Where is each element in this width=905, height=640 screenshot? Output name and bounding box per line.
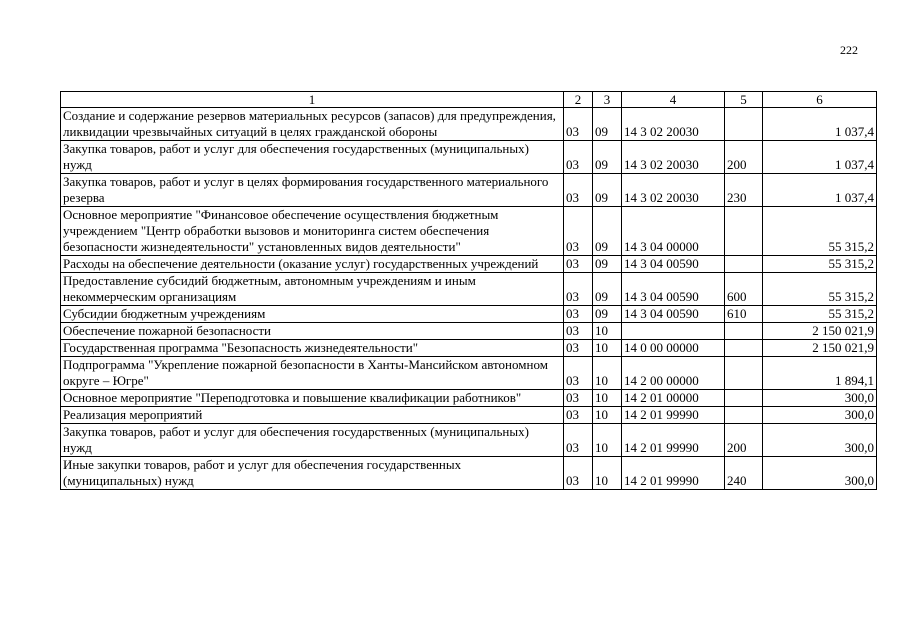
row-expense-type-cell: [725, 108, 763, 141]
row-name-cell: Субсидии бюджетным учреждениям: [61, 306, 564, 323]
row-subsection-cell: 10: [593, 340, 622, 357]
row-name-cell: Основное мероприятие "Переподготовка и повышение квалификации работников": [61, 390, 564, 407]
table-row: [61, 256, 877, 273]
row-target-article-cell: 14 3 02 20030: [622, 174, 725, 207]
table-row: [61, 390, 877, 407]
row-subsection-cell: 10: [593, 390, 622, 407]
row-subsection-cell: 09: [593, 273, 622, 306]
row-amount-cell: 55 315,2: [763, 207, 877, 256]
row-target-article-cell: 14 3 02 20030: [622, 141, 725, 174]
row-name-cell: Закупка товаров, работ и услуг для обеспечения государственных (муниципальных) нужд: [61, 141, 564, 174]
row-amount-cell: 55 315,2: [763, 256, 877, 273]
table-row: [61, 407, 877, 424]
row-name-cell: Закупка товаров, работ и услуг для обеспечения государственных (муниципальных) нужд: [61, 424, 564, 457]
row-section-cell: 03: [564, 424, 593, 457]
row-expense-type-cell: [725, 340, 763, 357]
row-target-article-cell: 14 2 01 00000: [622, 390, 725, 407]
row-expense-type-cell: 200: [725, 141, 763, 174]
row-section-cell: 03: [564, 457, 593, 490]
row-expense-type-cell: 610: [725, 306, 763, 323]
row-target-article-cell: [622, 323, 725, 340]
row-expense-type-cell: [725, 207, 763, 256]
row-amount-cell: 1 037,4: [763, 141, 877, 174]
column-header: 5: [725, 92, 763, 108]
page-number: 222: [840, 43, 858, 57]
row-amount-cell: 2 150 021,9: [763, 340, 877, 357]
row-subsection-cell: 09: [593, 306, 622, 323]
row-name-cell: Иные закупки товаров, работ и услуг для обеспечения государственных (муниципальных) нужд: [61, 457, 564, 490]
row-subsection-cell: 09: [593, 207, 622, 256]
row-target-article-cell: 14 2 00 00000: [622, 357, 725, 390]
row-subsection-cell: 09: [593, 108, 622, 141]
row-section-cell: 03: [564, 207, 593, 256]
row-name-cell: Закупка товаров, работ и услуг в целях формирования государственного материального резерва: [61, 174, 564, 207]
row-name-cell: Создание и содержание резервов материальных ресурсов (запасов) для предупреждения, ликвидации чрезвычайных ситуаций в целях гражданской обороны: [61, 108, 564, 141]
table-row: [61, 207, 877, 256]
column-header: 1: [61, 92, 564, 108]
table-row: [61, 174, 877, 207]
row-amount-cell: 55 315,2: [763, 306, 877, 323]
row-subsection-cell: 09: [593, 141, 622, 174]
table-row: [61, 108, 877, 141]
row-amount-cell: 300,0: [763, 390, 877, 407]
row-section-cell: 03: [564, 174, 593, 207]
row-subsection-cell: 10: [593, 457, 622, 490]
row-target-article-cell: 14 0 00 00000: [622, 340, 725, 357]
row-amount-cell: 1 894,1: [763, 357, 877, 390]
row-section-cell: 03: [564, 141, 593, 174]
row-section-cell: 03: [564, 357, 593, 390]
column-header: 4: [622, 92, 725, 108]
table-row: [61, 273, 877, 306]
row-name-cell: Основное мероприятие "Финансовое обеспечение осуществления бюджетным учреждением "Центр обработки вызовов и мониторинга систем обеспечения безопасности жизнедеятельности" установленных видов деятельности": [61, 207, 564, 256]
column-header: 6: [763, 92, 877, 108]
row-section-cell: 03: [564, 108, 593, 141]
row-amount-cell: 300,0: [763, 457, 877, 490]
row-section-cell: 03: [564, 306, 593, 323]
row-target-article-cell: 14 3 04 00000: [622, 207, 725, 256]
row-name-cell: Государственная программа "Безопасность жизнедеятельности": [61, 340, 564, 357]
table-row: [61, 141, 877, 174]
table-header-row: [61, 92, 877, 108]
row-name-cell: Обеспечение пожарной безопасности: [61, 323, 564, 340]
row-amount-cell: 300,0: [763, 407, 877, 424]
row-subsection-cell: 10: [593, 424, 622, 457]
table-row: [61, 357, 877, 390]
column-header: 2: [564, 92, 593, 108]
row-target-article-cell: 14 2 01 99990: [622, 457, 725, 490]
row-expense-type-cell: 240: [725, 457, 763, 490]
row-section-cell: 03: [564, 407, 593, 424]
table-row: [61, 424, 877, 457]
row-target-article-cell: 14 3 04 00590: [622, 256, 725, 273]
row-section-cell: 03: [564, 323, 593, 340]
row-subsection-cell: 09: [593, 174, 622, 207]
row-subsection-cell: 10: [593, 357, 622, 390]
table-row: [61, 457, 877, 490]
row-amount-cell: 55 315,2: [763, 273, 877, 306]
row-section-cell: 03: [564, 256, 593, 273]
row-name-cell: Подпрограмма "Укрепление пожарной безопасности в Ханты-Мансийском автономном округе – Югре": [61, 357, 564, 390]
row-name-cell: Предоставление субсидий бюджетным, автономным учреждениям и иным некоммерческим организациям: [61, 273, 564, 306]
row-subsection-cell: 09: [593, 256, 622, 273]
table-row: [61, 340, 877, 357]
column-header: 3: [593, 92, 622, 108]
row-section-cell: 03: [564, 273, 593, 306]
row-name-cell: Реализация мероприятий: [61, 407, 564, 424]
table-row: [61, 306, 877, 323]
row-target-article-cell: 14 2 01 99990: [622, 407, 725, 424]
row-target-article-cell: 14 3 02 20030: [622, 108, 725, 141]
budget-table: [60, 91, 877, 490]
row-name-cell: Расходы на обеспечение деятельности (оказание услуг) государственных учреждений: [61, 256, 564, 273]
row-expense-type-cell: [725, 357, 763, 390]
row-expense-type-cell: [725, 407, 763, 424]
row-target-article-cell: 14 3 04 00590: [622, 306, 725, 323]
row-section-cell: 03: [564, 340, 593, 357]
row-target-article-cell: 14 2 01 99990: [622, 424, 725, 457]
row-amount-cell: 300,0: [763, 424, 877, 457]
row-expense-type-cell: 600: [725, 273, 763, 306]
table-row: [61, 323, 877, 340]
row-expense-type-cell: [725, 390, 763, 407]
row-subsection-cell: 10: [593, 407, 622, 424]
row-amount-cell: 1 037,4: [763, 174, 877, 207]
row-section-cell: 03: [564, 390, 593, 407]
row-expense-type-cell: [725, 323, 763, 340]
row-expense-type-cell: [725, 256, 763, 273]
row-amount-cell: 1 037,4: [763, 108, 877, 141]
row-amount-cell: 2 150 021,9: [763, 323, 877, 340]
row-subsection-cell: 10: [593, 323, 622, 340]
row-expense-type-cell: 230: [725, 174, 763, 207]
row-expense-type-cell: 200: [725, 424, 763, 457]
row-target-article-cell: 14 3 04 00590: [622, 273, 725, 306]
